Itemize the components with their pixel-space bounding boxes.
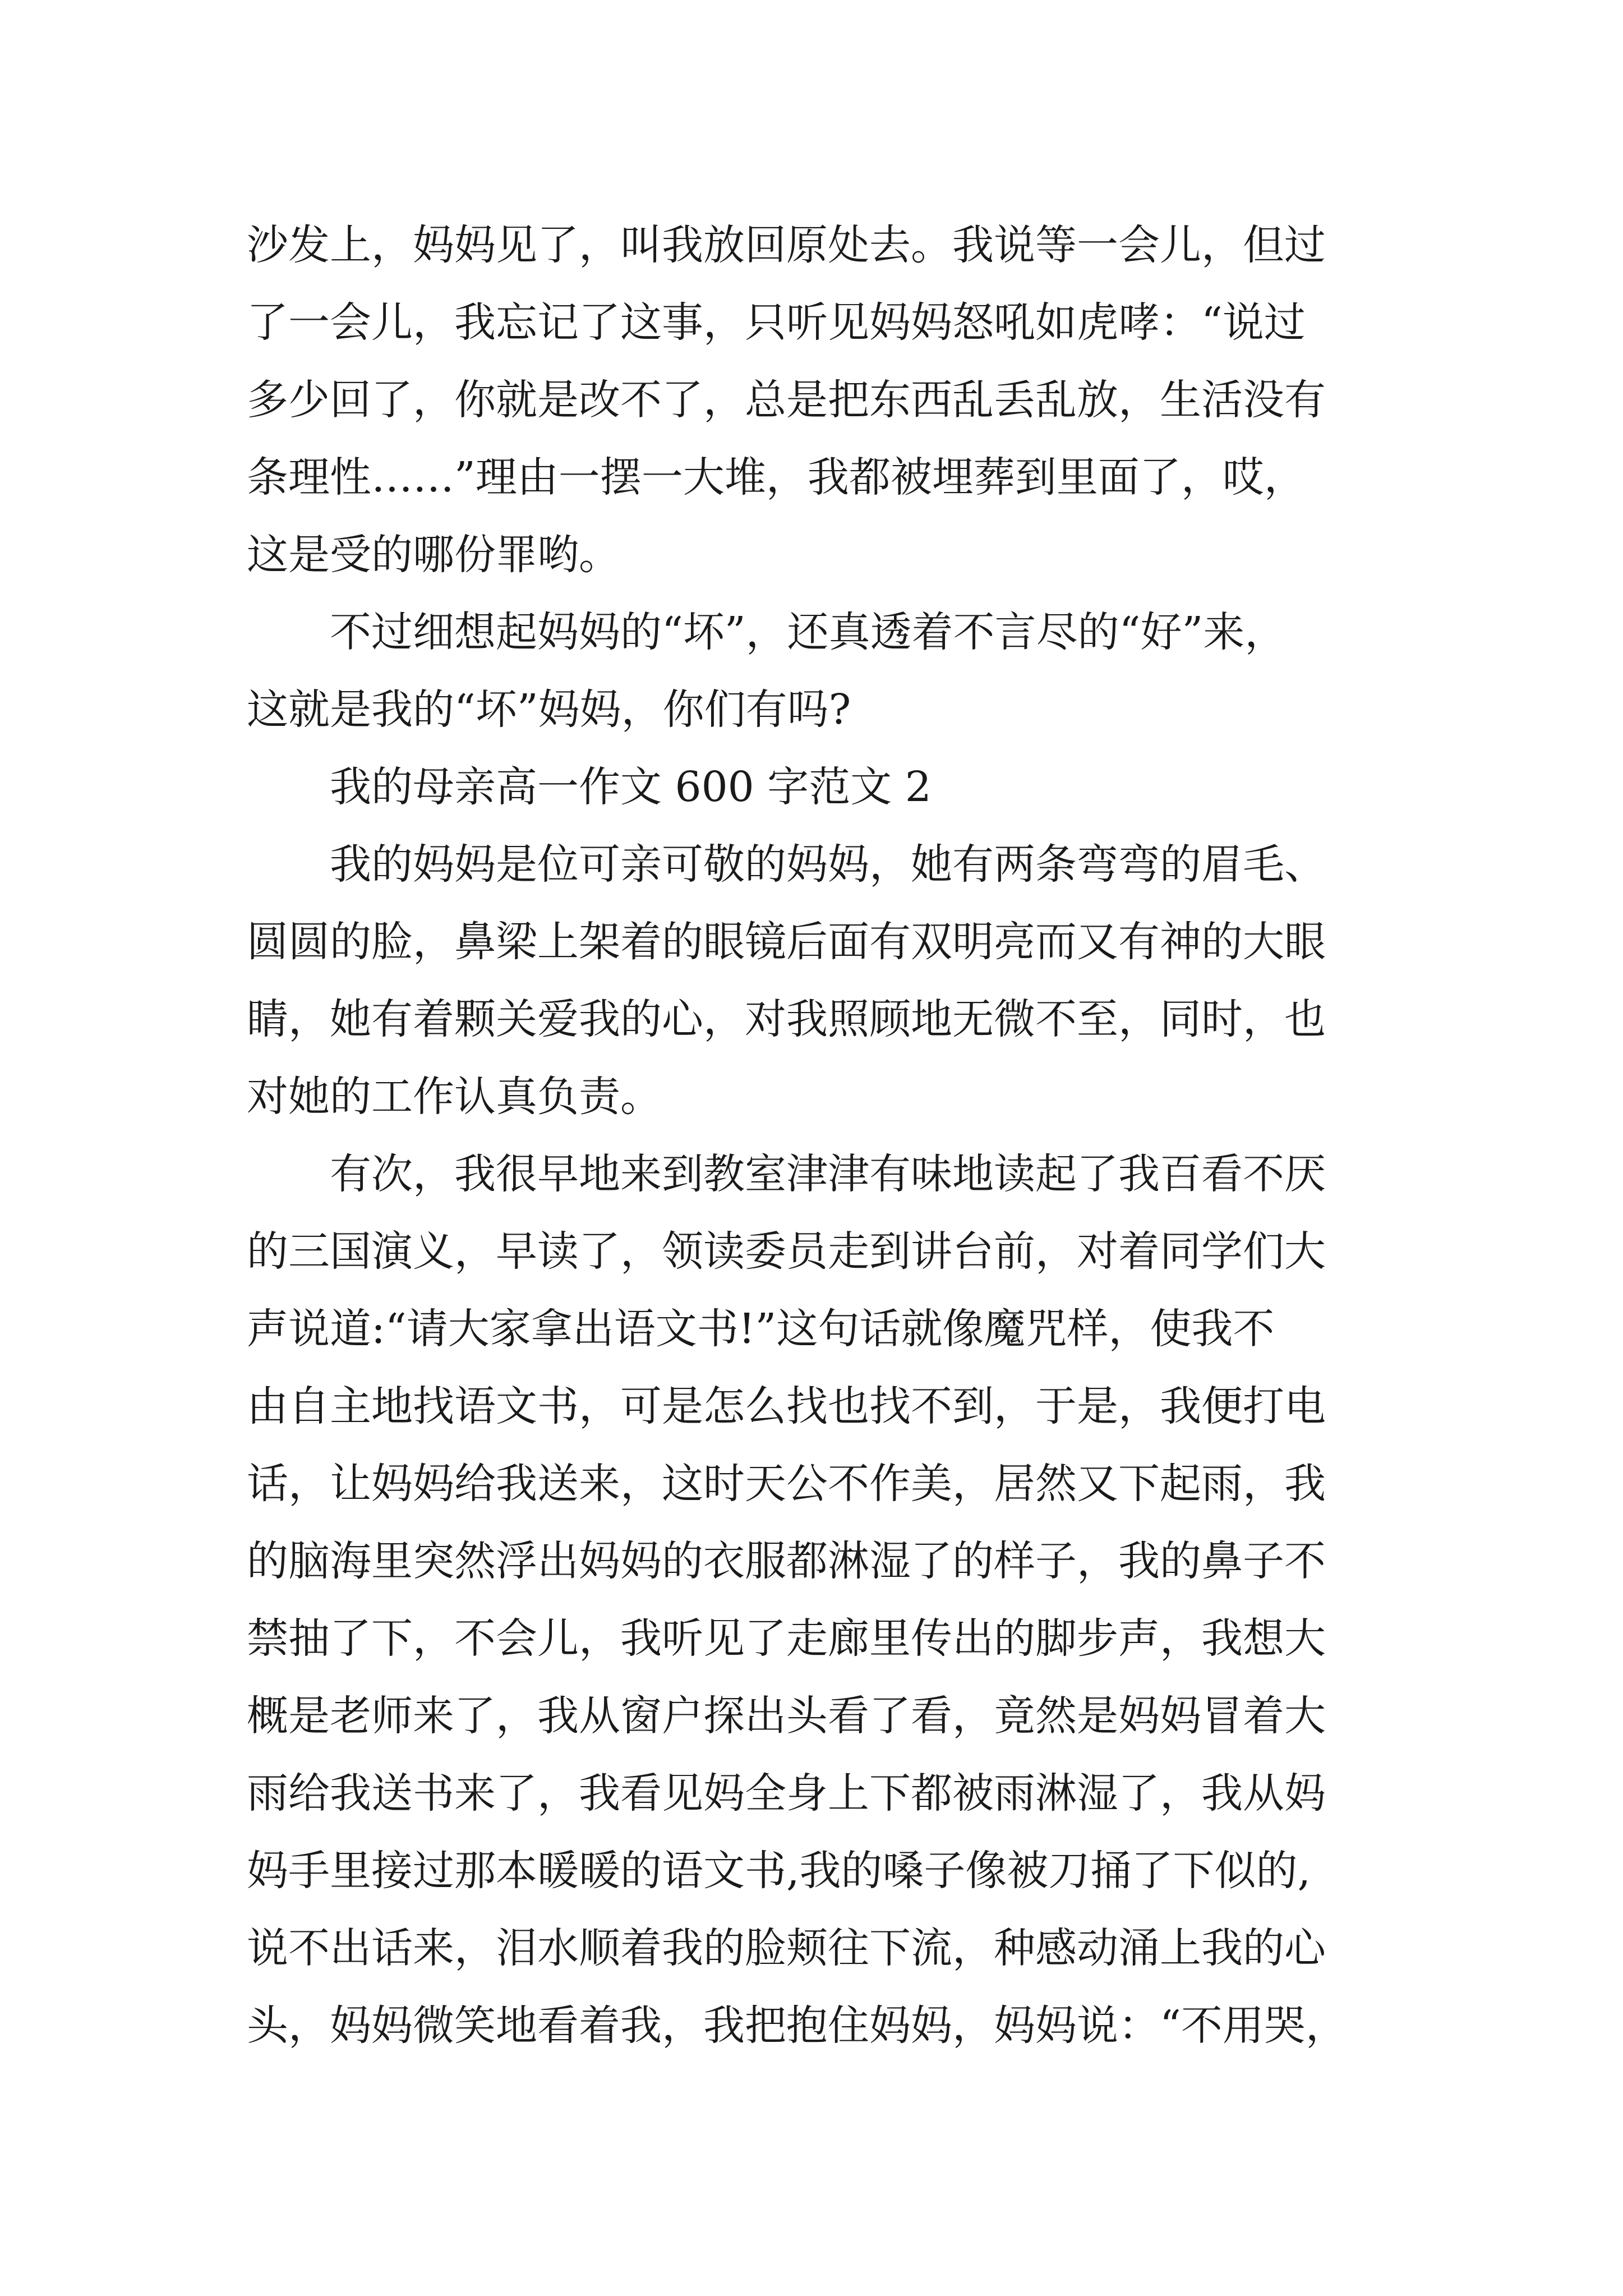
text-line: 对她的工作认真负责。 (247, 1073, 662, 1121)
text-line: 条理性……”理由一摆一大堆，我都被埋葬到里面了，哎， (247, 453, 1306, 501)
section-heading: 我的母亲高一作文 600 字范文 2 (247, 763, 932, 811)
text-line: 说不出话来，泪水顺着我的脸颊往下流，种感动涌上我的心 (247, 1924, 1326, 1972)
text-line: 这就是我的“坏”妈妈，你们有吗? (247, 685, 851, 734)
text-line: 的三国演义，早读了，领读委员走到讲台前，对着同学们大 (247, 1227, 1326, 1276)
text-line: 圆圆的脸，鼻梁上架着的眼镜后面有双明亮而又有神的大眼 (247, 918, 1326, 966)
text-line: 话，让妈妈给我送来，这时天公不作美，居然又下起雨，我 (247, 1460, 1326, 1508)
text-line: 的脑海里突然浮出妈妈的衣服都淋湿了的样子，我的鼻子不 (247, 1537, 1326, 1585)
text-line: 妈手里接过那本暖暖的语文书,我的嗓子像被刀捅了下似的, (247, 1847, 1311, 1895)
text-line: 沙发上，妈妈见了，叫我放回原处去。我说等一会儿，但过 (247, 221, 1326, 269)
paragraph-start-line: 有次，我很早地来到教室津津有味地读起了我百看不厌 (247, 1150, 1326, 1198)
paragraph-start-line: 我的妈妈是位可亲可敬的妈妈，她有两条弯弯的眉毛、 (247, 840, 1326, 889)
text-line: 雨给我送书来了，我看见妈全身上下都被雨淋湿了，我从妈 (247, 1769, 1326, 1818)
text-line: 多少回了，你就是改不了，总是把东西乱丢乱放，生活没有 (247, 376, 1326, 424)
text-line: 头，妈妈微笑地看着我，我把抱住妈妈，妈妈说：“不用哭， (247, 2001, 1347, 2050)
essay-text (247, 206, 1402, 2064)
paragraph-start-line: 不过细想起妈妈的“坏”，还真透着不言尽的“好”来， (247, 608, 1287, 656)
text-line: 了一会儿，我忘记了这事，只听见妈妈怒吼如虎哮：“说过 (247, 298, 1306, 347)
text-line: 概是老师来了，我从窗户探出头看了看，竟然是妈妈冒着大 (247, 1692, 1326, 1740)
text-line: 由自主地找语文书，可是怎么找也找不到，于是，我便打电 (247, 1382, 1326, 1430)
text-line: 禁抽了下，不会儿，我听见了走廊里传出的脚步声，我想大 (247, 1614, 1326, 1663)
text-line: 这是受的哪份罪哟。 (247, 531, 620, 579)
text-line: 声说道:“请大家拿出语文书!”这句话就像魔咒样，使我不 (247, 1305, 1275, 1353)
text-line: 睛，她有着颗关爱我的心，对我照顾地无微不至，同时，也 (247, 995, 1326, 1043)
